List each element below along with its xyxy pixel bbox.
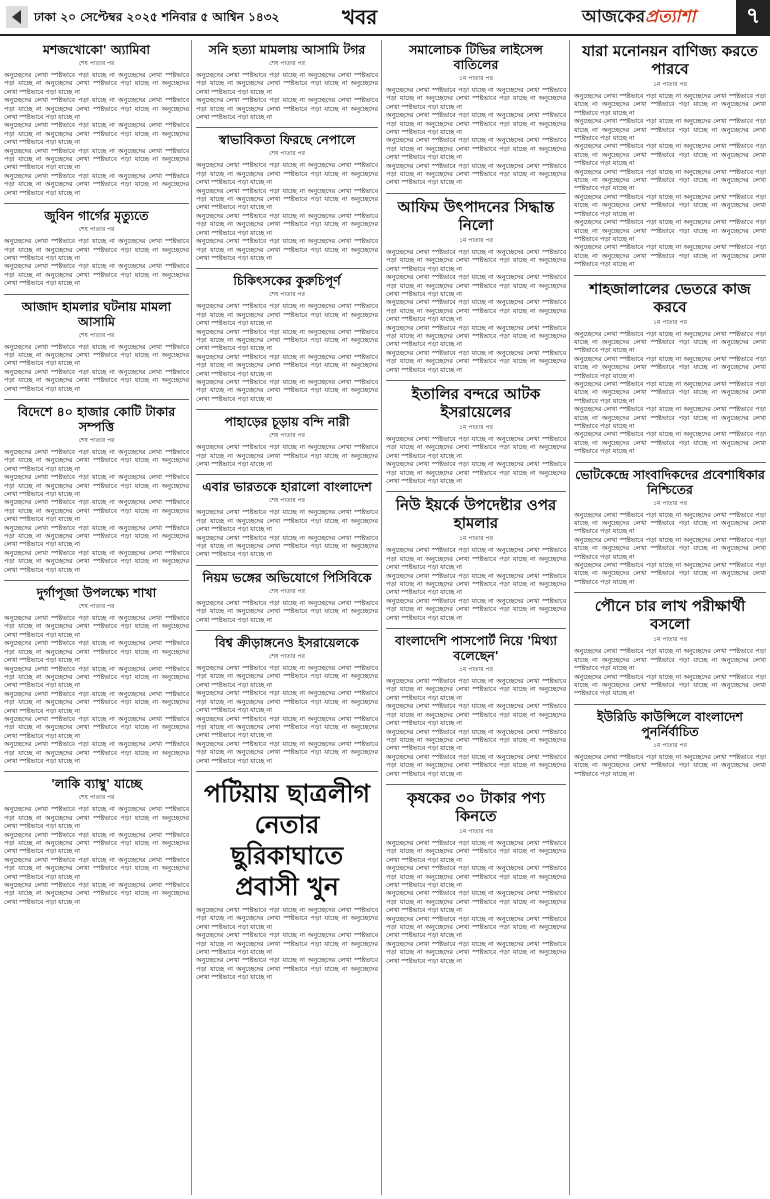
story-body: অনুচ্ছেদের লেখা স্পষ্টভাবে পড়া যাচ্ছে না অনুচ্ছেদের লেখা স্পষ্টভাবে পড়া যাচ্ছে না অনুচ্ছেদের লেখা স্পষ্টভাবে পড়া যাচ্ছে না অনুচ্ছেদের লেখা স্পষ্টভাবে পড়া যাচ্ছে না (4, 740, 189, 765)
story-body: অনুচ্ছেদের লেখা স্পষ্টভাবে পড়া যাচ্ছে না অনুচ্ছেদের লেখা স্পষ্টভাবে পড়া যাচ্ছে না অনুচ্ছেদের লেখা স্পষ্টভাবে পড়া যাচ্ছে না অনুচ্ছেদের লেখা স্পষ্টভাবে পড়া যাচ্ছে না (386, 247, 566, 273)
continuation-note: ১ম পাতার পর (459, 236, 493, 244)
divider (196, 474, 378, 475)
page-header (0, 0, 770, 36)
story-body: অনুচ্ছেদের লেখা স্পষ্টভাবে পড়া যাচ্ছে না অনুচ্ছেদের লেখা স্পষ্টভাবে পড়া যাচ্ছে না অনুচ্ছেদের লেখা স্পষ্টভাবে পড়া যাচ্ছে না অনুচ্ছেদের লেখা স্পষ্টভাবে পড়া যাচ্ছে না (4, 689, 189, 715)
story-body: অনুচ্ছেদের লেখা স্পষ্টভাবে পড়া যাচ্ছে না অনুচ্ছেদের লেখা স্পষ্টভাবে পড়া যাচ্ছে না অনুচ্ছেদের লেখা স্পষ্টভাবে পড়া যাচ্ছে না অনুচ্ছেদের লেখা স্পষ্টভাবে পড়া যাচ্ছে না (4, 447, 189, 473)
story-body: অনুচ্ছেদের লেখা স্পষ্টভাবে পড়া যাচ্ছে না অনুচ্ছেদের লেখা স্পষ্টভাবে পড়া যাচ্ছে না অনুচ্ছেদের লেখা স্পষ্টভাবে পড়া যাচ্ছে না অনুচ্ছেদের লেখা স্পষ্টভাবে পড়া যাচ্ছে না (386, 86, 566, 111)
story-body: অনুচ্ছেদের লেখা স্পষ্টভাবে পড়া যাচ্ছে না অনুচ্ছেদের লেখা স্পষ্টভাবে পড়া যাচ্ছে না অনুচ্ছেদের লেখা স্পষ্টভাবে পড়া যাচ্ছে না অনুচ্ছেদের লেখা স্পষ্টভাবে পড়া যাচ্ছে না (386, 273, 566, 298)
story-body: অনুচ্ছেদের লেখা স্পষ্টভাবে পড়া যাচ্ছে না অনুচ্ছেদের লেখা স্পষ্টভাবে পড়া যাচ্ছে না অনুচ্ছেদের লেখা স্পষ্টভাবে পড়া যাচ্ছে না অনুচ্ছেদের লেখা স্পষ্টভাবে পড়া যাচ্ছে না (386, 434, 566, 460)
logo-part1: আজকের (582, 7, 646, 27)
story-body: অনুচ্ছেদের লেখা স্পষ্টভাবে পড়া যাচ্ছে না অনুচ্ছেদের লেখা স্পষ্টভাবে পড়া যাচ্ছে না অনুচ্ছেদের লেখা স্পষ্টভাবে পড়া যাচ্ছে না অনুচ্ছেদের লেখা স্পষ্টভাবে পড়া যাচ্ছে না (4, 523, 189, 549)
divider (4, 580, 189, 581)
continuation-note: ১ম পাতার পর (653, 318, 687, 326)
story-body: অনুচ্ছেদের লেখা স্পষ্টভাবে পড়া যাচ্ছে না অনুচ্ছেদের লেখা স্পষ্টভাবে পড়া যাচ্ছে না অনুচ্ছেদের লেখা স্পষ্টভাবে পড়া যাচ্ছে না অনুচ্ছেদের লেখা স্পষ্টভাবে পড়া যাচ্ছে না (196, 161, 378, 187)
column-1 (4, 40, 189, 1195)
story-headline[interactable]: জুবিন গার্গের মৃত্যুতে (44, 208, 149, 224)
story-headline[interactable]: শাহজালালের ভেতরে কাজ করবে (589, 279, 751, 316)
story-body: অনুচ্ছেদের লেখা স্পষ্টভাবে পড়া যাচ্ছে না অনুচ্ছেদের লেখা স্পষ্টভাবে পড়া যাচ্ছে না অনুচ্ছেদের লেখা স্পষ্টভাবে পড়া যাচ্ছে না অনুচ্ছেদের লেখা স্পষ্টভাবে পড়া যাচ্ছে না (196, 905, 378, 931)
news-story[interactable] (4, 404, 189, 574)
story-headline[interactable]: আফিম উৎপাদনের সিদ্ধান্ত নিলো (397, 197, 555, 234)
story-body: অনুচ্ছেদের লেখা স্পষ্টভাবে পড়া যাচ্ছে না অনুচ্ছেদের লেখা স্পষ্টভাবে পড়া যাচ্ছে না অনুচ্ছেদের লেখা স্পষ্টভাবে পড়া যাচ্ছে না অনুচ্ছেদের লেখা স্পষ্টভাবে পড়া যাচ্ছে না (574, 142, 766, 168)
story-headline[interactable]: পাহাড়ের চূড়ায় বন্দি নারী (224, 414, 350, 430)
story-body: অনুচ্ছেদের লেখা স্পষ্টভাবে পড়া যাচ্ছে না অনুচ্ছেদের লেখা স্পষ্টভাবে পড়া যাচ্ছে না অনুচ্ছেদের লেখা স্পষ্টভাবে পড়া যাচ্ছে না অনুচ্ছেদের লেখা স্পষ্টভাবে পড়া যাচ্ছে না (574, 354, 766, 380)
news-story[interactable] (4, 585, 189, 765)
story-body: অনুচ্ছেদের লেখা স্পষ্টভাবে পড়া যাচ্ছে না অনুচ্ছেদের লেখা স্পষ্টভাবে পড়া যাচ্ছে না অনুচ্ছেদের লেখা স্পষ্টভাবে পড়া যাচ্ছে না অনুচ্ছেদের লেখা স্পষ্টভাবে পড়া যাচ্ছে না (386, 889, 566, 915)
story-body: অনুচ্ছেদের লেখা স্পষ্টভাবে পড়া যাচ্ছে না অনুচ্ছেদের লেখা স্পষ্টভাবে পড়া যাচ্ছে না অনুচ্ছেদের লেখা স্পষ্টভাবে পড়া যাচ্ছে না অনুচ্ছেদের লেখা স্পষ্টভাবে পড়া যাচ্ছে না (4, 830, 189, 856)
news-story[interactable] (196, 42, 378, 121)
story-headline[interactable]: চিকিৎসকের কুরুচিপূর্ণ (233, 273, 341, 289)
story-headline[interactable]: সমালোচক টিভির লাইসেন্স বাতিলের (409, 42, 543, 72)
divider (386, 628, 566, 629)
story-body: অনুচ্ছেদের লেখা স্পষ্টভাবে পড়া যাচ্ছে না অনুচ্ছেদের লেখা স্পষ্টভাবে পড়া যাচ্ছে না অনুচ্ছেদের লেখা স্পষ্টভাবে পড়া যাচ্ছে না অনুচ্ছেদের লেখা স্পষ্টভাবে পড়া যাচ্ছে না (196, 664, 378, 689)
story-headline[interactable]: সনি হত্যা মামলায় আসামি টগর (208, 42, 366, 57)
divider (196, 409, 378, 410)
story-body: অনুচ্ছেদের লেখা স্পষ্টভাবে পড়া যাচ্ছে না অনুচ্ছেদের লেখা স্পষ্টভাবে পড়া যাচ্ছে না অনুচ্ছেদের লেখা স্পষ্টভাবে পড়া যাচ্ছে না অনুচ্ছেদের লেখা স্পষ্টভাবে পড়া যাচ্ছে না (4, 96, 189, 122)
story-body: অনুচ্ছেদের লেখা স্পষ্টভাবে পড়া যাচ্ছে না অনুচ্ছেদের লেখা স্পষ্টভাবে পড়া যাচ্ছে না অনুচ্ছেদের লেখা স্পষ্টভাবে পড়া যাচ্ছে না অনুচ্ছেদের লেখা স্পষ্টভাবে পড়া যাচ্ছে না (4, 171, 189, 197)
story-body: অনুচ্ছেদের লেখা স্পষ্টভাবে পড়া যাচ্ছে না অনুচ্ছেদের লেখা স্পষ্টভাবে পড়া যাচ্ছে না অনুচ্ছেদের লেখা স্পষ্টভাবে পড়া যাচ্ছে না অনুচ্ছেদের লেখা স্পষ্টভাবে পড়া যাচ্ছে না (386, 460, 566, 485)
story-body: অনুচ্ছেদের লেখা স্পষ্টভাবে পড়া যাচ্ছে না অনুচ্ছেদের লেখা স্পষ্টভাবে পড়া যাচ্ছে না অনুচ্ছেদের লেখা স্পষ্টভাবে পড়া যাচ্ছে না অনুচ্ছেদের লেখা স্পষ্টভাবে পড়া যাচ্ছে না (386, 298, 566, 324)
divider (4, 771, 189, 772)
story-body: অনুচ্ছেদের লেখা স্পষ্টভাবে পড়া যাচ্ছে না অনুচ্ছেদের লেখা স্পষ্টভাবে পড়া যাচ্ছে না অনুচ্ছেদের লেখা স্পষ্টভাবে পড়া যাচ্ছে না অনুচ্ছেদের লেখা স্পষ্টভাবে পড়া যাচ্ছে না (196, 533, 378, 559)
column-4 (574, 40, 766, 1195)
story-body: অনুচ্ছেদের লেখা স্পষ্টভাবে পড়া যাচ্ছে না অনুচ্ছেদের লেখা স্পষ্টভাবে পড়া যাচ্ছে না অনুচ্ছেদের লেখা স্পষ্টভাবে পড়া যাচ্ছে না অনুচ্ছেদের লেখা স্পষ্টভাবে পড়া যাচ্ছে না (4, 548, 189, 574)
divider (574, 275, 766, 276)
story-body: অনুচ্ছেদের লেখা স্পষ্টভাবে পড়া যাচ্ছে না অনুচ্ছেদের লেখা স্পষ্টভাবে পড়া যাচ্ছে না অনুচ্ছেদের লেখা স্পষ্টভাবে পড়া যাচ্ছে না অনুচ্ছেদের লেখা স্পষ্টভাবে পড়া যাচ্ছে না (386, 914, 566, 940)
story-body: অনুচ্ছেদের লেখা স্পষ্টভাবে পড়া যাচ্ছে না অনুচ্ছেদের লেখা স্পষ্টভাবে পড়া যাচ্ছে না অনুচ্ছেদের লেখা স্পষ্টভাবে পড়া যাচ্ছে না অনুচ্ছেদের লেখা স্পষ্টভাবে পড়া যাচ্ছে না (4, 664, 189, 690)
story-body: অনুচ্ছেদের লেখা স্পষ্টভাবে পড়া যাচ্ছে না অনুচ্ছেদের লেখা স্পষ্টভাবে পড়া যাচ্ছে না অনুচ্ছেদের লেখা স্পষ্টভাবে পড়া যাচ্ছে না অনুচ্ছেদের লেখা স্পষ্টভাবে পড়া যাচ্ছে না (386, 752, 566, 778)
column-divider (569, 40, 570, 1195)
divider (386, 784, 566, 785)
news-story[interactable] (386, 496, 566, 622)
lead-headline-line2: নেতার ছুরিকাঘাতে (230, 809, 344, 870)
continuation-note: শেষ পাতার পর (78, 794, 115, 802)
news-story[interactable] (4, 42, 189, 197)
divider (386, 193, 566, 194)
news-story[interactable] (574, 42, 766, 269)
divider (4, 203, 189, 204)
newspaper-logo (582, 4, 695, 30)
story-body: অনুচ্ছেদের লেখা স্পষ্টভাবে পড়া যাচ্ছে না অনুচ্ছেদের লেখা স্পষ্টভাবে পড়া যাচ্ছে না অনুচ্ছেদের লেখা স্পষ্টভাবে পড়া যাচ্ছে না অনুচ্ছেদের লেখা স্পষ্টভাবে পড়া যাচ্ছে না (196, 211, 378, 237)
story-body: অনুচ্ছেদের লেখা স্পষ্টভাবে পড়া যাচ্ছে না অনুচ্ছেদের লেখা স্পষ্টভাবে পড়া যাচ্ছে না অনুচ্ছেদের লেখা স্পষ্টভাবে পড়া যাচ্ছে না অনুচ্ছেদের লেখা স্পষ্টভাবে পড়া যাচ্ছে না (574, 647, 766, 673)
story-body: অনুচ্ছেদের লেখা স্পষ্টভাবে পড়া যাচ্ছে না অনুচ্ছেদের লেখা স্পষ্টভাবে পড়া যাচ্ছে না অনুচ্ছেদের লেখা স্পষ্টভাবে পড়া যাচ্ছে না অনুচ্ছেদের লেখা স্পষ্টভাবে পড়া যাচ্ছে না (196, 327, 378, 353)
story-body: অনুচ্ছেদের লেখা স্পষ্টভাবে পড়া যাচ্ছে না অনুচ্ছেদের লেখা স্পষ্টভাবে পড়া যাচ্ছে না অনুচ্ছেদের লেখা স্পষ্টভাবে পড়া যাচ্ছে না অনুচ্ছেদের লেখা স্পষ্টভাবে পড়া যাচ্ছে না (574, 329, 766, 355)
story-body: অনুচ্ছেদের লেখা স্পষ্টভাবে পড়া যাচ্ছে না অনুচ্ছেদের লেখা স্পষ্টভাবে পড়া যাচ্ছে না অনুচ্ছেদের লেখা স্পষ্টভাবে পড়া যাচ্ছে না অনুচ্ছেদের লেখা স্পষ্টভাবে পড়া যাচ্ছে না (4, 237, 189, 262)
story-headline[interactable]: কৃষকের ৩০ টাকার পণ্য কিনতে (407, 788, 545, 825)
continuation-note: শেষ পাতার পর (78, 331, 115, 339)
news-story[interactable] (196, 414, 378, 468)
story-body: অনুচ্ছেদের লেখা স্পষ্টভাবে পড়া যাচ্ছে না অনুচ্ছেদের লেখা স্পষ্টভাবে পড়া যাচ্ছে না অনুচ্ছেদের লেখা স্পষ্টভাবে পড়া যাচ্ছে না অনুচ্ছেদের লেখা স্পষ্টভাবে পড়া যাচ্ছে না (196, 739, 378, 765)
news-story[interactable] (386, 385, 566, 485)
news-story[interactable] (4, 208, 189, 287)
chevron-left-icon (6, 6, 28, 28)
story-body: অনুচ্ছেদের লেখা স্পষ্টভাবে পড়া যাচ্ছে না অনুচ্ছেদের লেখা স্পষ্টভাবে পড়া যাচ্ছে না অনুচ্ছেদের লেখা স্পষ্টভাবে পড়া যাচ্ছে না অনুচ্ছেদের লেখা স্পষ্টভাবে পড়া যাচ্ছে না (196, 689, 378, 715)
divider (4, 294, 189, 295)
continuation-note: ১ম পাতার পর (459, 827, 493, 835)
story-body: অনুচ্ছেদের লেখা স্পষ্টভাবে পড়া যাচ্ছে না অনুচ্ছেদের লেখা স্পষ্টভাবে পড়া যাচ্ছে না অনুচ্ছেদের লেখা স্পষ্টভাবে পড়া যাচ্ছে না অনুচ্ছেদের লেখা স্পষ্টভাবে পড়া যাচ্ছে না (574, 672, 766, 698)
divider (386, 380, 566, 381)
story-body: অনুচ্ছেদের লেখা স্পষ্টভাবে পড়া যাচ্ছে না অনুচ্ছেদের লেখা স্পষ্টভাবে পড়া যাচ্ছে না অনুচ্ছেদের লেখা স্পষ্টভাবে পড়া যাচ্ছে না অনুচ্ছেদের লেখা স্পষ্টভাবে পড়া যাচ্ছে না (4, 714, 189, 740)
story-body: অনুচ্ছেদের লেখা স্পষ্টভাবে পড়া যাচ্ছে না অনুচ্ছেদের লেখা স্পষ্টভাবে পড়া যাচ্ছে না অনুচ্ছেদের লেখা স্পষ্টভাবে পড়া যাচ্ছে না অনুচ্ছেদের লেখা স্পষ্টভাবে পড়া যাচ্ছে না (4, 262, 189, 288)
date-line: ঢাকা ২০ সেপ্টেম্বর ২০২৫ শনিবার ৫ আশ্বিন ১৪৩২ (34, 10, 280, 24)
story-body: অনুচ্ছেদের লেখা স্পষ্টভাবে পড়া যাচ্ছে না অনুচ্ছেদের লেখা স্পষ্টভাবে পড়া যাচ্ছে না অনুচ্ছেদের লেখা স্পষ্টভাবে পড়া যাচ্ছে না অনুচ্ছেদের লেখা স্পষ্টভাবে পড়া যাচ্ছে না (4, 639, 189, 665)
story-body: অনুচ্ছেদের লেখা স্পষ্টভাবে পড়া যাচ্ছে না অনুচ্ছেদের লেখা স্পষ্টভাবে পড়া যাচ্ছে না অনুচ্ছেদের লেখা স্পষ্টভাবে পড়া যাচ্ছে না অনুচ্ছেদের লেখা স্পষ্টভাবে পড়া যাচ্ছে না (196, 931, 378, 956)
story-body: অনুচ্ছেদের লেখা স্পষ্টভাবে পড়া যাচ্ছে না অনুচ্ছেদের লেখা স্পষ্টভাবে পড়া যাচ্ছে না অনুচ্ছেদের লেখা স্পষ্টভাবে পড়া যাচ্ছে না অনুচ্ছেদের লেখা স্পষ্টভাবে পড়া যাচ্ছে না (574, 405, 766, 430)
story-body: অনুচ্ছেদের লেখা স্পষ্টভাবে পড়া যাচ্ছে না অনুচ্ছেদের লেখা স্পষ্টভাবে পড়া যাচ্ছে না অনুচ্ছেদের লেখা স্পষ্টভাবে পড়া যাচ্ছে না অনুচ্ছেদের লেখা স্পষ্টভাবে পড়া যাচ্ছে না (196, 377, 378, 403)
story-body: অনুচ্ছেদের লেখা স্পষ্টভাবে পড়া যাচ্ছে না অনুচ্ছেদের লেখা স্পষ্টভাবে পড়া যাচ্ছে না অনুচ্ছেদের লেখা স্পষ্টভাবে পড়া যাচ্ছে না অনুচ্ছেদের লেখা স্পষ্টভাবে পড়া যাচ্ছে না (196, 186, 378, 212)
news-story[interactable] (196, 479, 378, 558)
story-body: অনুচ্ছেদের লেখা স্পষ্টভাবে পড়া যাচ্ছে না অনুচ্ছেদের লেখা স্পষ্টভাবে পড়া যাচ্ছে না অনুচ্ছেদের লেখা স্পষ্টভাবে পড়া যাচ্ছে না অনুচ্ছেদের লেখা স্পষ্টভাবে পড়া যাচ্ছে না (574, 379, 766, 405)
lead-headline[interactable] (196, 778, 378, 902)
story-headline[interactable]: বিদেশে ৪০ হাজার কোটি টাকার সম্পত্তি (17, 403, 176, 434)
story-body: অনুচ্ছেদের লেখা স্পষ্টভাবে পড়া যাচ্ছে না অনুচ্ছেদের লেখা স্পষ্টভাবে পড়া যাচ্ছে না অনুচ্ছেদের লেখা স্পষ্টভাবে পড়া যাচ্ছে না অনুচ্ছেদের লেখা স্পষ্টভাবে পড়া যাচ্ছে না (386, 702, 566, 728)
story-headline[interactable]: ইউরিডি কাউন্সিলে বাংলাদেশ পুনর্নির্বাচিত (597, 708, 743, 739)
story-headline[interactable]: ভোটকেন্দ্রে সাংবাদিকদের প্রবেশাধিকার নিশ্চিতের (575, 466, 765, 497)
story-headline[interactable]: ইতালির বন্দরে আটক ইসরায়েলের (411, 384, 541, 421)
continuation-note: ১ম পাতার পর (653, 636, 687, 644)
story-body: অনুচ্ছেদের লেখা স্পষ্টভাবে পড়া যাচ্ছে না অনুচ্ছেদের লেখা স্পষ্টভাবে পড়া যাচ্ছে না অনুচ্ছেদের লেখা স্পষ্টভাবে পড়া যাচ্ছে না অনুচ্ছেদের লেখা স্পষ্টভাবে পড়া যাচ্ছে না (574, 561, 766, 586)
continuation-note: শেষ পাতার পর (78, 603, 115, 611)
column-2 (196, 40, 378, 1195)
divider (196, 771, 378, 772)
story-body: অনুচ্ছেদের লেখা স্পষ্টভাবে পড়া যাচ্ছে না অনুচ্ছেদের লেখা স্পষ্টভাবে পড়া যাচ্ছে না অনুচ্ছেদের লেখা স্পষ্টভাবে পড়া যাচ্ছে না অনুচ্ছেদের লেখা স্পষ্টভাবে পড়া যাচ্ছে না (574, 117, 766, 143)
story-body: অনুচ্ছেদের লেখা স্পষ্টভাবে পড়া যাচ্ছে না অনুচ্ছেদের লেখা স্পষ্টভাবে পড়া যাচ্ছে না অনুচ্ছেদের লেখা স্পষ্টভাবে পড়া যাচ্ছে না অনুচ্ছেদের লেখা স্পষ্টভাবে পড়া যাচ্ছে না (574, 243, 766, 269)
logo-part2: প্রত্যাশা (645, 7, 696, 27)
news-story[interactable] (386, 42, 566, 187)
story-body: অনুচ্ছেদের লেখা স্পষ্টভাবে পড়া যাচ্ছে না অনুচ্ছেদের লেখা স্পষ্টভাবে পড়া যাচ্ছে না অনুচ্ছেদের লেখা স্পষ্টভাবে পড়া যাচ্ছে না অনুচ্ছেদের লেখা স্পষ্টভাবে পড়া যাচ্ছে না (4, 805, 189, 831)
lead-headline-line1: পটিয়ায় ছাত্রলীগ (203, 778, 371, 808)
story-body: অনুচ্ছেদের লেখা স্পষ্টভাবে পড়া যাচ্ছে না অনুচ্ছেদের লেখা স্পষ্টভাবে পড়া যাচ্ছে না অনুচ্ছেদের লেখা স্পষ্টভাবে পড়া যাচ্ছে না অনুচ্ছেদের লেখা স্পষ্টভাবে পড়া যাচ্ছে না (386, 111, 566, 137)
news-story[interactable] (4, 776, 189, 906)
continuation-note: শেষ পাতার পর (269, 497, 305, 505)
continuation-note: ১ম পাতার পর (653, 499, 687, 507)
news-story[interactable] (574, 280, 766, 456)
story-body: অনুচ্ছেদের লেখা স্পষ্টভাবে পড়া যাচ্ছে না অনুচ্ছেদের লেখা স্পষ্টভাবে পড়া যাচ্ছে না অনুচ্ছেদের লেখা স্পষ্টভাবে পড়া যাচ্ছে না অনুচ্ছেদের লেখা স্পষ্টভাবে পড়া যাচ্ছে না (196, 352, 378, 378)
continuation-note: শেষ পাতার পর (269, 587, 305, 595)
news-story[interactable] (196, 273, 378, 403)
continuation-note: শেষ পাতার পর (269, 60, 305, 67)
story-body: অনুচ্ছেদের লেখা স্পষ্টভাবে পড়া যাচ্ছে না অনুচ্ছেদের লেখা স্পষ্টভাবে পড়া যাচ্ছে না অনুচ্ছেদের লেখা স্পষ্টভাবে পড়া যাচ্ছে না অনুচ্ছেদের লেখা স্পষ্টভাবে পড়া যাচ্ছে না (196, 956, 378, 982)
story-body: অনুচ্ছেদের লেখা স্পষ্টভাবে পড়া যাচ্ছে না অনুচ্ছেদের লেখা স্পষ্টভাবে পড়া যাচ্ছে না অনুচ্ছেদের লেখা স্পষ্টভাবে পড়া যাচ্ছে না অনুচ্ছেদের লেখা স্পষ্টভাবে পড়া যাচ্ছে না (196, 714, 378, 740)
story-body: অনুচ্ছেদের লেখা স্পষ্টভাবে পড়া যাচ্ছে না অনুচ্ছেদের লেখা স্পষ্টভাবে পড়া যাচ্ছে না অনুচ্ছেদের লেখা স্পষ্টভাবে পড়া যাচ্ছে না অনুচ্ছেদের লেখা স্পষ্টভাবে পড়া যাচ্ছে না (386, 323, 566, 349)
story-body: অনুচ্ছেদের লেখা স্পষ্টভাবে পড়া যাচ্ছে না অনুচ্ছেদের লেখা স্পষ্টভাবে পড়া যাচ্ছে না অনুচ্ছেদের লেখা স্পষ্টভাবে পড়া যাচ্ছে না অনুচ্ছেদের লেখা স্পষ্টভাবে পড়া যাচ্ছে না (4, 614, 189, 639)
story-body: অনুচ্ছেদের লেখা স্পষ্টভাবে পড়া যাচ্ছে না অনুচ্ছেদের লেখা স্পষ্টভাবে পড়া যাচ্ছে না অনুচ্ছেদের লেখা স্পষ্টভাবে পড়া যাচ্ছে না অনুচ্ছেদের লেখা স্পষ্টভাবে পড়া যাচ্ছে না (574, 430, 766, 456)
story-body: অনুচ্ছেদের লেখা স্পষ্টভাবে পড়া যাচ্ছে না অনুচ্ছেদের লেখা স্পষ্টভাবে পড়া যাচ্ছে না অনুচ্ছেদের লেখা স্পষ্টভাবে পড়া যাচ্ছে না অনুচ্ছেদের লেখা স্পষ্টভাবে পড়া যাচ্ছে না (574, 535, 766, 561)
story-headline[interactable]: আজাদ হামলার ঘটনায় মামলা আসামি (21, 298, 172, 329)
news-story[interactable] (196, 132, 378, 262)
column-divider (381, 40, 382, 1195)
lead-story[interactable] (196, 778, 378, 982)
continuation-note: ১ম পাতার পর (459, 666, 493, 674)
continuation-note: শেষ পাতার পর (269, 150, 305, 158)
news-story[interactable] (574, 709, 766, 778)
lead-headline-line3: প্রবাসী খুন (235, 871, 339, 901)
story-headline[interactable]: বাংলাদেশি পাসপোর্ট নিয়ে 'মিথ্যা বলেছেন' (395, 633, 557, 664)
story-headline[interactable]: মশজখোকো' অ্যামিবা (42, 42, 151, 57)
story-body: অনুচ্ছেদের লেখা স্পষ্টভাবে পড়া যাচ্ছে না অনুচ্ছেদের লেখা স্পষ্টভাবে পড়া যাচ্ছে না অনুচ্ছেদের লেখা স্পষ্টভাবে পড়া যাচ্ছে না অনুচ্ছেদের লেখা স্পষ্টভাবে পড়া যাচ্ছে না (386, 677, 566, 702)
story-body: অনুচ্ছেদের লেখা স্পষ্টভাবে পড়া যাচ্ছে না অনুচ্ছেদের লেখা স্পষ্টভাবে পড়া যাচ্ছে না অনুচ্ছেদের লেখা স্পষ্টভাবে পড়া যাচ্ছে না অনুচ্ছেদের লেখা স্পষ্টভাবে পড়া যাচ্ছে না (386, 348, 566, 374)
story-body: অনুচ্ছেদের লেখা স্পষ্টভাবে পড়া যাচ্ছে না অনুচ্ছেদের লেখা স্পষ্টভাবে পড়া যাচ্ছে না অনুচ্ছেদের লেখা স্পষ্টভাবে পড়া যাচ্ছে না অনুচ্ছেদের লেখা স্পষ্টভাবে পড়া যাচ্ছে না (386, 939, 566, 965)
news-story[interactable] (574, 597, 766, 697)
story-body: অনুচ্ছেদের লেখা স্পষ্টভাবে পড়া যাচ্ছে না অনুচ্ছেদের লেখা স্পষ্টভাবে পড়া যাচ্ছে না অনুচ্ছেদের লেখা স্পষ্টভাবে পড়া যাচ্ছে না অনুচ্ছেদের লেখা স্পষ্টভাবে পড়া যাচ্ছে না (574, 218, 766, 243)
story-body: অনুচ্ছেদের লেখা স্পষ্টভাবে পড়া যাচ্ছে না অনুচ্ছেদের লেখা স্পষ্টভাবে পড়া যাচ্ছে না অনুচ্ছেদের লেখা স্পষ্টভাবে পড়া যাচ্ছে না অনুচ্ছেদের লেখা স্পষ্টভাবে পড়া যাচ্ছে না (386, 161, 566, 187)
section-title: খবর (342, 5, 378, 29)
story-body: অনুচ্ছেদের লেখা স্পষ্টভাবে পড়া যাচ্ছে না অনুচ্ছেদের লেখা স্পষ্টভাবে পড়া যাচ্ছে না অনুচ্ছেদের লেখা স্পষ্টভাবে পড়া যাচ্ছে না অনুচ্ছেদের লেখা স্পষ্টভাবে পড়া যাচ্ছে না (574, 92, 766, 117)
story-body: অনুচ্ছেদের লেখা স্পষ্টভাবে পড়া যাচ্ছে না অনুচ্ছেদের লেখা স্পষ্টভাবে পড়া যাচ্ছে না অনুচ্ছেদের লেখা স্পষ্টভাবে পড়া যাচ্ছে না অনুচ্ছেদের লেখা স্পষ্টভাবে পড়া যাচ্ছে না (4, 367, 189, 393)
divider (574, 592, 766, 593)
divider (574, 462, 766, 463)
divider (196, 630, 378, 631)
story-body: অনুচ্ছেদের লেখা স্পষ্টভাবে পড়া যাচ্ছে না অনুচ্ছেদের লেখা স্পষ্টভাবে পড়া যাচ্ছে না অনুচ্ছেদের লেখা স্পষ্টভাবে পড়া যাচ্ছে না অনুচ্ছেদের লেখা স্পষ্টভাবে পড়া যাচ্ছে না (4, 71, 189, 96)
continuation-note: শেষ পাতার পর (269, 432, 305, 440)
story-body: অনুচ্ছেদের লেখা স্পষ্টভাবে পড়া যাচ্ছে না অনুচ্ছেদের লেখা স্পষ্টভাবে পড়া যাচ্ছে না অনুচ্ছেদের লেখা স্পষ্টভাবে পড়া যাচ্ছে না অনুচ্ছেদের লেখা স্পষ্টভাবে পড়া যাচ্ছে না (386, 596, 566, 622)
story-body: অনুচ্ছেদের লেখা স্পষ্টভাবে পড়া যাচ্ছে না অনুচ্ছেদের লেখা স্পষ্টভাবে পড়া যাচ্ছে না অনুচ্ছেদের লেখা স্পষ্টভাবে পড়া যাচ্ছে না অনুচ্ছেদের লেখা স্পষ্টভাবে পড়া যাচ্ছে না (386, 136, 566, 162)
story-headline[interactable]: বিশ্ব ক্রীড়াঙ্গনেও ইসরায়েলকে (215, 635, 359, 651)
story-headline[interactable]: নিউ ইয়র্কে উপদেষ্টার ওপর হামলার (395, 496, 557, 533)
column-3 (386, 40, 566, 1195)
story-body: অনুচ্ছেদের লেখা স্পষ্টভাবে পড়া যাচ্ছে না অনুচ্ছেদের লেখা স্পষ্টভাবে পড়া যাচ্ছে না অনুচ্ছেদের লেখা স্পষ্টভাবে পড়া যাচ্ছে না অনুচ্ছেদের লেখা স্পষ্টভাবে পড়া যাচ্ছে না (386, 864, 566, 889)
story-body: অনুচ্ছেদের লেখা স্পষ্টভাবে পড়া যাচ্ছে না অনুচ্ছেদের লেখা স্পষ্টভাবে পড়া যাচ্ছে না অনুচ্ছেদের লেখা স্পষ্টভাবে পড়া যাচ্ছে না অনুচ্ছেদের লেখা স্পষ্টভাবে পড়া যাচ্ছে না (196, 71, 378, 96)
divider (386, 491, 566, 492)
story-body: অনুচ্ছেদের লেখা স্পষ্টভাবে পড়া যাচ্ছে না অনুচ্ছেদের লেখা স্পষ্টভাবে পড়া যাচ্ছে না অনুচ্ছেদের লেখা স্পষ্টভাবে পড়া যাচ্ছে না অনুচ্ছেদের লেখা স্পষ্টভাবে পড়া যাচ্ছে না (196, 302, 378, 328)
continuation-note: ১ম পাতার পর (459, 535, 493, 543)
column-divider (191, 40, 192, 1195)
story-body: অনুচ্ছেদের লেখা স্পষ্টভাবে পড়া যাচ্ছে না অনুচ্ছেদের লেখা স্পষ্টভাবে পড়া যাচ্ছে না অনুচ্ছেদের লেখা স্পষ্টভাবে পড়া যাচ্ছে না অনুচ্ছেদের লেখা স্পষ্টভাবে পড়া যাচ্ছে না (574, 192, 766, 218)
continuation-note: শেষ পাতার পর (269, 653, 305, 661)
continuation-note: ১ম পাতার পর (459, 423, 493, 431)
story-headline[interactable]: নিয়ম ভঙ্গের অভিযোগে পিসিবিকে (202, 569, 372, 585)
story-body: অনুচ্ছেদের লেখা স্পষ্টভাবে পড়া যাচ্ছে না অনুচ্ছেদের লেখা স্পষ্টভাবে পড়া যাচ্ছে না অনুচ্ছেদের লেখা স্পষ্টভাবে পড়া যাচ্ছে না অনুচ্ছেদের লেখা স্পষ্টভাবে পড়া যাচ্ছে না (196, 96, 378, 122)
story-body: অনুচ্ছেদের লেখা স্পষ্টভাবে পড়া যাচ্ছে না অনুচ্ছেদের লেখা স্পষ্টভাবে পড়া যাচ্ছে না অনুচ্ছেদের লেখা স্পষ্টভাবে পড়া যাচ্ছে না অনুচ্ছেদের লেখা স্পষ্টভাবে পড়া যাচ্ছে না (196, 237, 378, 262)
story-body: অনুচ্ছেদের লেখা স্পষ্টভাবে পড়া যাচ্ছে না অনুচ্ছেদের লেখা স্পষ্টভাবে পড়া যাচ্ছে না অনুচ্ছেদের লেখা স্পষ্টভাবে পড়া যাচ্ছে না অনুচ্ছেদের লেখা স্পষ্টভাবে পড়া যাচ্ছে না (196, 443, 378, 468)
news-story[interactable] (386, 198, 566, 374)
story-body: অনুচ্ছেদের লেখা স্পষ্টভাবে পড়া যাচ্ছে না অনুচ্ছেদের লেখা স্পষ্টভাবে পড়া যাচ্ছে না অনুচ্ছেদের লেখা স্পষ্টভাবে পড়া যাচ্ছে না অনুচ্ছেদের লেখা স্পষ্টভাবে পড়া যাচ্ছে না (4, 498, 189, 524)
story-body: অনুচ্ছেদের লেখা স্পষ্টভাবে পড়া যাচ্ছে না অনুচ্ছেদের লেখা স্পষ্টভাবে পড়া যাচ্ছে না অনুচ্ছেদের লেখা স্পষ্টভাবে পড়া যাচ্ছে না অনুচ্ছেদের লেখা স্পষ্টভাবে পড়া যাচ্ছে না (386, 838, 566, 864)
continuation-note: শেষ পাতার পর (269, 291, 305, 299)
continuation-note: শেষ পাতার পর (78, 60, 115, 67)
story-body: অনুচ্ছেদের লেখা স্পষ্টভাবে পড়া যাচ্ছে না অনুচ্ছেদের লেখা স্পষ্টভাবে পড়া যাচ্ছে না অনুচ্ছেদের লেখা স্পষ্টভাবে পড়া যাচ্ছে না অনুচ্ছেদের লেখা স্পষ্টভাবে পড়া যাচ্ছে না (574, 752, 766, 778)
story-headline[interactable]: স্বাভাবিকতা ফিরছে নেপালে (218, 132, 356, 148)
news-story[interactable] (4, 299, 189, 393)
continuation-note: ১ম পাতার পর (459, 75, 493, 82)
story-headline[interactable]: পৌনে চার লাখ পরীক্ষার্থী বসলো (594, 597, 746, 634)
story-body: অনুচ্ছেদের লেখা স্পষ্টভাবে পড়া যাচ্ছে না অনুচ্ছেদের লেখা স্পষ্টভাবে পড়া যাচ্ছে না অনুচ্ছেদের লেখা স্পষ্টভাবে পড়া যাচ্ছে না অনুচ্ছেদের লেখা স্পষ্টভাবে পড়া যাচ্ছে না (196, 598, 378, 624)
divider (196, 565, 378, 566)
story-body: অনুচ্ছেদের লেখা স্পষ্টভাবে পড়া যাচ্ছে না অনুচ্ছেদের লেখা স্পষ্টভাবে পড়া যাচ্ছে না অনুচ্ছেদের লেখা স্পষ্টভাবে পড়া যাচ্ছে না অনুচ্ছেদের লেখা স্পষ্টভাবে পড়া যাচ্ছে না (574, 167, 766, 193)
story-body: অনুচ্ছেদের লেখা স্পষ্টভাবে পড়া যাচ্ছে না অনুচ্ছেদের লেখা স্পষ্টভাবে পড়া যাচ্ছে না অনুচ্ছেদের লেখা স্পষ্টভাবে পড়া যাচ্ছে না অনুচ্ছেদের লেখা স্পষ্টভাবে পড়া যাচ্ছে না (4, 121, 189, 147)
divider (4, 399, 189, 400)
divider (196, 127, 378, 128)
news-story[interactable] (386, 789, 566, 965)
story-body: অনুচ্ছেদের লেখা স্পষ্টভাবে পড়া যাচ্ছে না অনুচ্ছেদের লেখা স্পষ্টভাবে পড়া যাচ্ছে না অনুচ্ছেদের লেখা স্পষ্টভাবে পড়া যাচ্ছে না অনুচ্ছেদের লেখা স্পষ্টভাবে পড়া যাচ্ছে না (196, 508, 378, 534)
divider (574, 704, 766, 705)
story-headline[interactable]: 'লাকি ব্যাম্বু' যাচ্ছে (51, 776, 142, 792)
news-story[interactable] (574, 467, 766, 587)
continuation-note: শেষ পাতার পর (78, 436, 115, 444)
story-body: অনুচ্ছেদের লেখা স্পষ্টভাবে পড়া যাচ্ছে না অনুচ্ছেদের লেখা স্পষ্টভাবে পড়া যাচ্ছে না অনুচ্ছেদের লেখা স্পষ্টভাবে পড়া যাচ্ছে না অনুচ্ছেদের লেখা স্পষ্টভাবে পড়া যাচ্ছে না (4, 342, 189, 368)
story-body: অনুচ্ছেদের লেখা স্পষ্টভাবে পড়া যাচ্ছে না অনুচ্ছেদের লেখা স্পষ্টভাবে পড়া যাচ্ছে না অনুচ্ছেদের লেখা স্পষ্টভাবে পড়া যাচ্ছে না অনুচ্ছেদের লেখা স্পষ্টভাবে পড়া যাচ্ছে না (4, 146, 189, 172)
continuation-note: ১ম পাতার পর (653, 81, 687, 88)
continuation-note: শেষ পাতার পর (78, 226, 115, 234)
story-body: অনুচ্ছেদের লেখা স্পষ্টভাবে পড়া যাচ্ছে না অনুচ্ছেদের লেখা স্পষ্টভাবে পড়া যাচ্ছে না অনুচ্ছেদের লেখা স্পষ্টভাবে পড়া যাচ্ছে না অনুচ্ছেদের লেখা স্পষ্টভাবে পড়া যাচ্ছে না (574, 510, 766, 536)
news-story[interactable] (196, 635, 378, 765)
news-story[interactable] (196, 570, 378, 624)
story-body: অনুচ্ছেদের লেখা স্পষ্টভাবে পড়া যাচ্ছে না অনুচ্ছেদের লেখা স্পষ্টভাবে পড়া যাচ্ছে না অনুচ্ছেদের লেখা স্পষ্টভাবে পড়া যাচ্ছে না অনুচ্ছেদের লেখা স্পষ্টভাবে পড়া যাচ্ছে না (4, 881, 189, 906)
story-body: অনুচ্ছেদের লেখা স্পষ্টভাবে পড়া যাচ্ছে না অনুচ্ছেদের লেখা স্পষ্টভাবে পড়া যাচ্ছে না অনুচ্ছেদের লেখা স্পষ্টভাবে পড়া যাচ্ছে না অনুচ্ছেদের লেখা স্পষ্টভাবে পড়া যাচ্ছে না (4, 855, 189, 881)
story-body: অনুচ্ছেদের লেখা স্পষ্টভাবে পড়া যাচ্ছে না অনুচ্ছেদের লেখা স্পষ্টভাবে পড়া যাচ্ছে না অনুচ্ছেদের লেখা স্পষ্টভাবে পড়া যাচ্ছে না অনুচ্ছেদের লেখা স্পষ্টভাবে পড়া যাচ্ছে না (386, 546, 566, 572)
page-number: ৭ (736, 0, 770, 34)
story-headline[interactable]: দুর্গাপূজা উপলক্ষ্যে শাখা (36, 585, 157, 601)
story-headline[interactable]: এবার ভারতকে হারালো বাংলাদেশ (202, 479, 372, 495)
story-body: অনুচ্ছেদের লেখা স্পষ্টভাবে পড়া যাচ্ছে না অনুচ্ছেদের লেখা স্পষ্টভাবে পড়া যাচ্ছে না অনুচ্ছেদের লেখা স্পষ্টভাবে পড়া যাচ্ছে না অনুচ্ছেদের লেখা স্পষ্টভাবে পড়া যাচ্ছে না (4, 473, 189, 498)
story-headline[interactable]: যারা মনোনয়ন বাণিজ্য করতে পারবে (582, 42, 758, 78)
story-body: অনুচ্ছেদের লেখা স্পষ্টভাবে পড়া যাচ্ছে না অনুচ্ছেদের লেখা স্পষ্টভাবে পড়া যাচ্ছে না অনুচ্ছেদের লেখা স্পষ্টভাবে পড়া যাচ্ছে না অনুচ্ছেদের লেখা স্পষ্টভাবে পড়া যাচ্ছে না (386, 727, 566, 753)
story-body: অনুচ্ছেদের লেখা স্পষ্টভাবে পড়া যাচ্ছে না অনুচ্ছেদের লেখা স্পষ্টভাবে পড়া যাচ্ছে না অনুচ্ছেদের লেখা স্পষ্টভাবে পড়া যাচ্ছে না অনুচ্ছেদের লেখা স্পষ্টভাবে পড়া যাচ্ছে না (386, 571, 566, 597)
news-story[interactable] (386, 633, 566, 778)
continuation-note: ১ম পাতার পর (653, 741, 687, 749)
divider (196, 268, 378, 269)
